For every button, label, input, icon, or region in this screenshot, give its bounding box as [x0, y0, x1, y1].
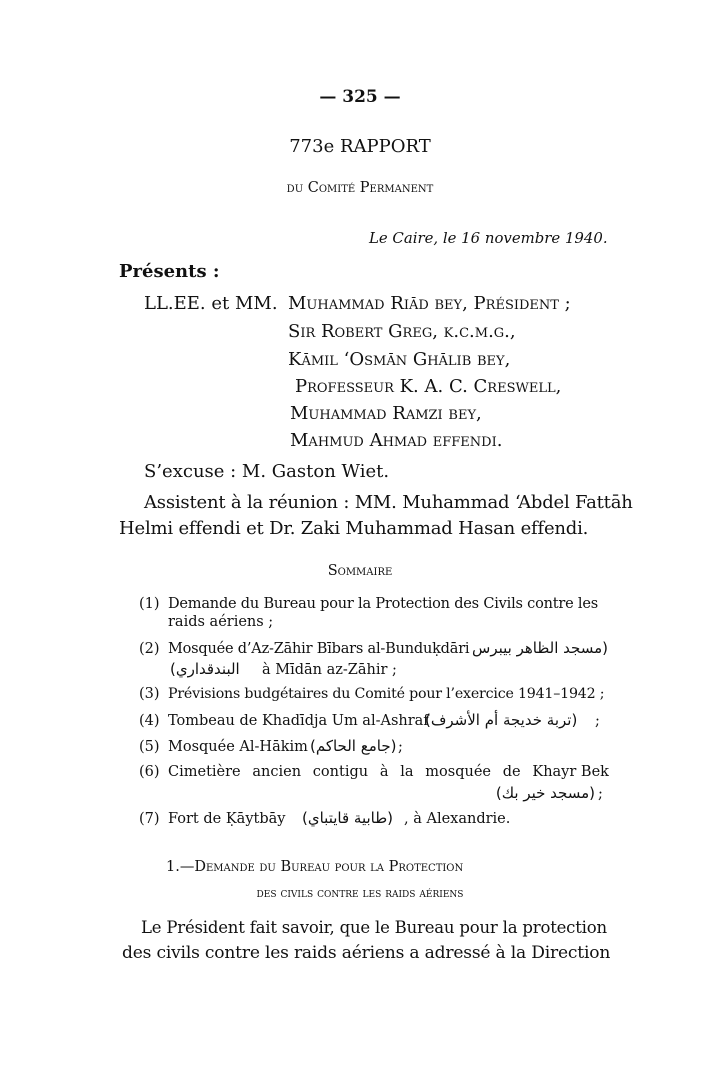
sommaire-heading: Sommaire: [327, 563, 393, 579]
item-number: (2): [139, 641, 160, 657]
member-item: Sir Robert Greg, k.c.m.g.,: [288, 321, 516, 342]
member-item: Muhammad Riād bey, Président ;: [288, 293, 571, 314]
item-tail: ;: [598, 786, 603, 802]
body-line-1: Le Président fait savoir, que le Bureau pour la protection: [141, 918, 607, 937]
member-item: Kāmil ‘Osmān Ghālib bey,: [288, 349, 511, 370]
word: mosquée: [425, 764, 491, 780]
assistent-line-1: Assistent à la réunion : MM. Muhammad ‘Abdel Fattāh: [144, 492, 633, 513]
sommaire-item-3: Prévisions budgétaires du Comité pour l’exercice 1941–1942 ;: [168, 686, 605, 702]
arabic-text: (مسجد خير بك): [495, 784, 595, 802]
item-number: (5): [139, 739, 160, 755]
item-number: (6): [139, 764, 160, 780]
item-tail: , à Alexandrie.: [404, 811, 511, 827]
excuse-line: S’excuse : M. Gaston Wiet.: [144, 461, 390, 482]
arabic-text: البندقداري): [170, 660, 240, 678]
members-intro: LL.EE. et MM.: [144, 293, 278, 314]
member-item: Muhammad Ramzi bey,: [290, 403, 482, 424]
item-tail: ;: [398, 739, 403, 755]
item-number: (3): [139, 686, 160, 702]
word: ancien: [252, 764, 302, 780]
page-number: — 325 —: [319, 87, 401, 107]
member-item: Professeur K. A. C. Creswell,: [295, 376, 562, 397]
sommaire-item-1-cont: raids aériens ;: [168, 614, 274, 630]
item-tail: ;: [595, 713, 600, 729]
dateline: Le Caire, le 16 novembre 1940.: [369, 229, 608, 247]
sommaire-item-5: Mosquée Al-Hākim: [168, 739, 308, 755]
report-subtitle: du Comité Permanent: [286, 180, 434, 196]
sommaire-item-6: [168, 764, 609, 780]
section-heading-1: 1.—Demande du Bureau pour la Protection: [166, 859, 464, 875]
word: contigu: [312, 764, 369, 780]
word: de: [502, 764, 521, 780]
word: Cimetière: [168, 764, 241, 780]
word: à: [379, 764, 389, 780]
report-title: 773e RAPPORT: [289, 136, 431, 157]
sommaire-item-2-cont: à Mīdān az-Zāhir ;: [262, 662, 397, 678]
arabic-text: (تربة خديجة أم الأشرف): [425, 711, 578, 729]
item-number: (7): [139, 811, 160, 827]
sommaire-item-4: Tombeau de Khadīdja Um al-Ashraf: [168, 713, 429, 729]
presents-label: Présents :: [119, 261, 220, 282]
sommaire-item-2: Mosquée d’Az-Zāhir Bībars al-Bunduḳdāri: [168, 641, 470, 657]
item-number: (1): [139, 596, 160, 612]
assistent-line-2: Helmi effendi et Dr. Zaki Muhammad Hasan effendi.: [119, 518, 589, 539]
arabic-text: (جامع الحاكم): [310, 737, 397, 755]
arabic-text: (طابية قايتباي): [302, 809, 394, 827]
sommaire-item-1: Demande du Bureau pour la Protection des Civils contre les: [168, 596, 598, 612]
arabic-text: (مسجد الظاهر بيبرس: [472, 639, 608, 657]
body-line-2: des civils contre les raids aériens a adressé à la Direction: [122, 943, 611, 963]
section-heading-2: des civils contre les raids aériens: [256, 885, 464, 900]
member-item: Mahmud Ahmad effendi.: [290, 430, 503, 451]
word: la: [400, 764, 414, 780]
item-number: (4): [139, 713, 160, 729]
word: Khayr Bek: [532, 764, 609, 780]
sommaire-item-7: Fort de Ḳāytbāy: [168, 811, 286, 827]
